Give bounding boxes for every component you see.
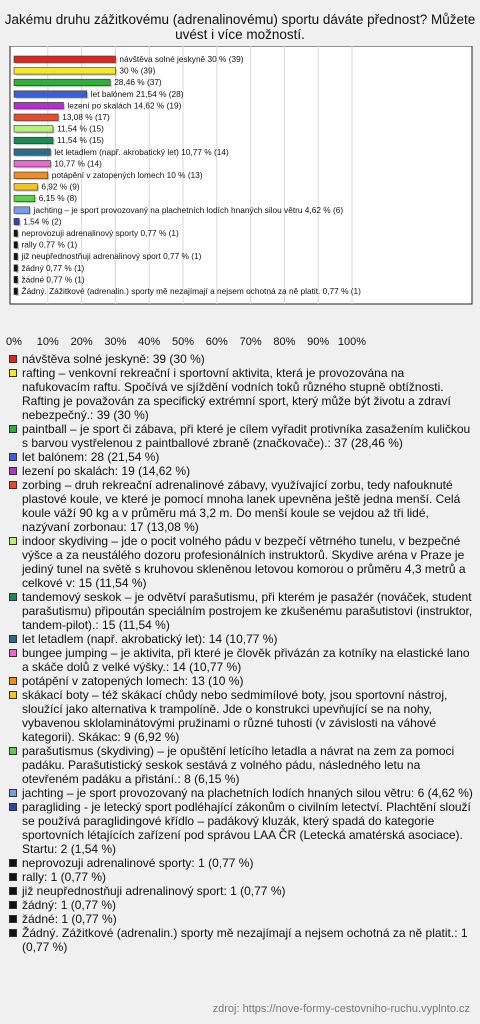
legend-item [8,422,474,450]
legend-item [8,786,474,800]
x-tick-label: 0% [6,336,22,348]
legend-swatch [9,355,17,363]
legend-swatch [9,859,17,867]
legend-swatch [9,901,17,909]
legend-item [8,478,474,534]
legend-item [8,352,474,366]
bar-chart [0,46,480,350]
bar [14,68,115,75]
legend-label: paintball – je sport či zábava, při které je cílem vyřadit protivníka zasažením kuličkou s barvou vystřelenou z paintballové zbraně (značkovače).: 37 (28,46 %) [22,422,471,450]
bar-label: 6,15 % (8) [38,193,78,204]
legend-item [8,646,474,674]
legend-item [8,744,474,786]
legend-label: parašutismus (skydiving) – je opuštění letícího letadla a návrat na zem za pomoci padáku. Parašutistický seskok sestává z volného pádu, následného letu na otevřeném padáku a přistání.: 8 (6,15 %) [22,744,455,786]
bar [14,218,19,225]
legend-swatch [9,425,17,433]
bar [14,184,37,191]
legend-swatch [9,803,17,811]
legend-item [8,366,474,422]
legend-label: lezení po skalách: 19 (14,62 %) [22,464,191,478]
x-tick-label: 90% [307,336,330,348]
legend-label: let letadlem (např. akrobatický let): 14 (10,77 %) [22,632,278,646]
bar-label: jachting – je sport provozovaný na plachetních lodích hnaných silou větru 4,62 % (6) [33,204,344,215]
bar-label: rally 0,77 % (1) [21,239,78,250]
bar-label: 28,46 % (37) [114,77,162,88]
bar [14,160,50,167]
legend-item [8,534,474,590]
bar [14,242,18,249]
legend-swatch [9,537,17,545]
legend-label: rafting – venkovní rekreační i sportovní aktivita, která je provozována na nafukovacím raftu. Spočívá ve sjíždění vodních toků různého stupně obtížnosti. Rafting je považován za specifický extrémní sport, který může být životu a zdraví nebezpečný.: 39 (30 %) [22,366,451,422]
x-tick-label: 40% [138,336,161,348]
legend-label: tandemový seskok – je odvětví parašutismu, při kterém je pasažér (nováček, student parašutismu) připoután speciálním postrojem ke zkušenému parašutistovi (instruktor, tandem-pilot).: 15 (11,54 %) [22,590,473,632]
bar-label: potápění v zatopených lomech 10 % (13) [51,170,203,180]
legend-swatch [9,677,17,685]
bar-label: 1,54 % (2) [23,216,62,227]
bar-label: žádný 0,77 % (1) [21,262,85,273]
bar [14,265,18,272]
legend-swatch [9,635,17,643]
bar-label: již neupřednostňuji adrenalinový sport 0,77 % (1) [21,251,202,262]
bar [14,288,18,295]
legend-swatch [9,929,17,937]
x-tick-label: 80% [273,336,296,348]
legend-label: skákací boty – též skákací chůdy nebo sedmimílové boty, jsou sportovní nástroj, sloužící jako alternativa k trampolíně. Jde o konstrukci upevňující se na nohy, vybavenou sklolaminátovými pružinami o různé tuhosti (v závislosti na váhové kategorii). Skákac: 9 (6,92 %) [22,688,448,744]
legend-label: návštěva solné jeskyně: 39 (30 %) [22,352,205,366]
legend-swatch [9,369,17,377]
bar [14,114,58,121]
bar-label: 30 % (39) [119,65,156,76]
bar [14,276,18,283]
legend-item [8,912,474,926]
bar-label: 13,08 % (17) [62,112,110,122]
x-tick-label: 60% [205,336,228,348]
bar-label: 10,77 % (14) [54,158,102,169]
legend-item [8,688,474,744]
bar [14,91,87,98]
legend-item [8,870,474,884]
bar-label: 11,54 % (15) [57,135,104,146]
legend-swatch [9,481,17,489]
legend-label: Žádný. Zážitkové (adrenalin.) sporty mě nezajímají a nejsem ochotná za ně platit.: 1 (0,77 %) [22,926,468,954]
legend-item [8,674,474,688]
legend-item [8,898,474,912]
legend-swatch [9,873,17,881]
x-tick-label: 30% [104,336,127,348]
source-credit: zdroj: https://nove-formy-cestovniho-ruchu.vyplnto.cz [212,1003,470,1015]
bar-label: žádné 0,77 % (1) [21,274,85,285]
legend-swatch [9,467,17,475]
bar-label: let balónem 21,54 % (28) [90,88,184,99]
bar [14,253,18,260]
bar [14,207,30,214]
bar-label: 11,54 % (15) [57,123,104,134]
legend-swatch [9,453,17,461]
bar [14,172,48,179]
legend-swatch [9,593,17,601]
x-tick-label: 20% [70,336,93,348]
legend-label: jachting – je sport provozovaný na plachetních lodích hnaných silou větru: 6 (4,62 %) [22,786,473,800]
legend-item [8,632,474,646]
legend-swatch [9,747,17,755]
bar-label: návštěva solné jeskyně 30 % (39) [119,54,244,64]
bar [14,137,53,144]
bar-label: neprovozuji adrenalinový sporty 0,77 % (1) [21,228,179,238]
bar-label: lezení po skalách 14,62 % (19) [67,100,182,111]
x-tick-label: 100% [337,336,367,348]
legend-item [8,926,474,954]
legend-label: paragliding - je letecký sport podléhající zákonům o civilním letectví. Plachtění slouží se používá paraglidingové křídlo – padákový kluzák, který spadá do kategorie sportovních létajících zařízení pod správou LAA ČR (Letecká amatérská asociace). Startu: 2 (1,54 %) [22,800,471,856]
legend-label: indoor skydiving – jde o pocit volného pádu v bezpečí větrného tunelu, v bezpečné výšce a za neustálého dozoru profesionálních instruktorů. Skydive aréna v Praze je jediný tunel na světě s kruhovou skleněnou letovou komorou o průměru 4,3 metrů a celkové v: 15 (11,54 %) [22,534,466,590]
legend-swatch [9,649,17,657]
bar [14,102,63,109]
legend-label: potápění v zatopených lomech: 13 (10 %) [22,674,244,688]
legend-item [8,856,474,870]
chart-legend [8,352,474,954]
bar-label: let letadlem (např. akrobatický let) 10,77 % (14) [54,146,229,157]
legend-swatch [9,915,17,923]
bar-label: 6,92 % (9) [41,181,80,192]
bar [14,149,50,156]
legend-item [8,800,474,856]
legend-swatch [9,789,17,797]
legend-item [8,590,474,632]
legend-label: zorbing – druh rekreační adrenalinové zábavy, využívající zorbu, tedy nafouknuté plastové koule, ve které je pomocí mnoha lanek upevněna ještě jedna menší. Celá koule váží 90 kg a v průměru má 3,2 m. Do menší koule se vejdou až tři lidé, nazývaní zorbonau: 17 (13,08 %) [22,478,461,534]
legend-label: bungee jumping – je aktivita, při které je člověk přivázán za kotníky na elastické lano a skáče dolů z velké výšky.: 14 (10,77 %) [22,646,470,674]
legend-label: již neupřednostňuji adrenalinový sport: 1 (0,77 %) [22,884,286,898]
legend-label: let balónem: 28 (21,54 %) [22,450,160,464]
bar [14,230,18,237]
bar [14,126,53,133]
legend-label: žádné: 1 (0,77 %) [22,912,117,926]
legend-label: žádný: 1 (0,77 %) [22,898,117,912]
legend-label: rally: 1 (0,77 %) [22,870,107,884]
bar [14,56,115,63]
x-tick-label: 10% [36,336,59,348]
bar-label: Žádný. Zážitkové (adrenalin.) sporty mě nezajímají a nejsem ochotná za ně platit. 0,77 % (1) [21,286,361,296]
x-tick-label: 50% [171,336,195,348]
legend-swatch [9,887,17,895]
legend-item [8,450,474,464]
bar [14,79,110,86]
legend-label: neprovozuji adrenalinové sporty: 1 (0,77 %) [22,856,254,870]
bar [14,195,35,202]
legend-item [8,884,474,898]
legend-swatch [9,691,17,699]
chart-title: Jakému druhu zážitkovému (adrenalinovému) sportu dáváte přednost? Můžete uvést i více možností. [4,12,476,42]
legend-item [8,464,474,478]
x-tick-label: 70% [239,336,262,348]
